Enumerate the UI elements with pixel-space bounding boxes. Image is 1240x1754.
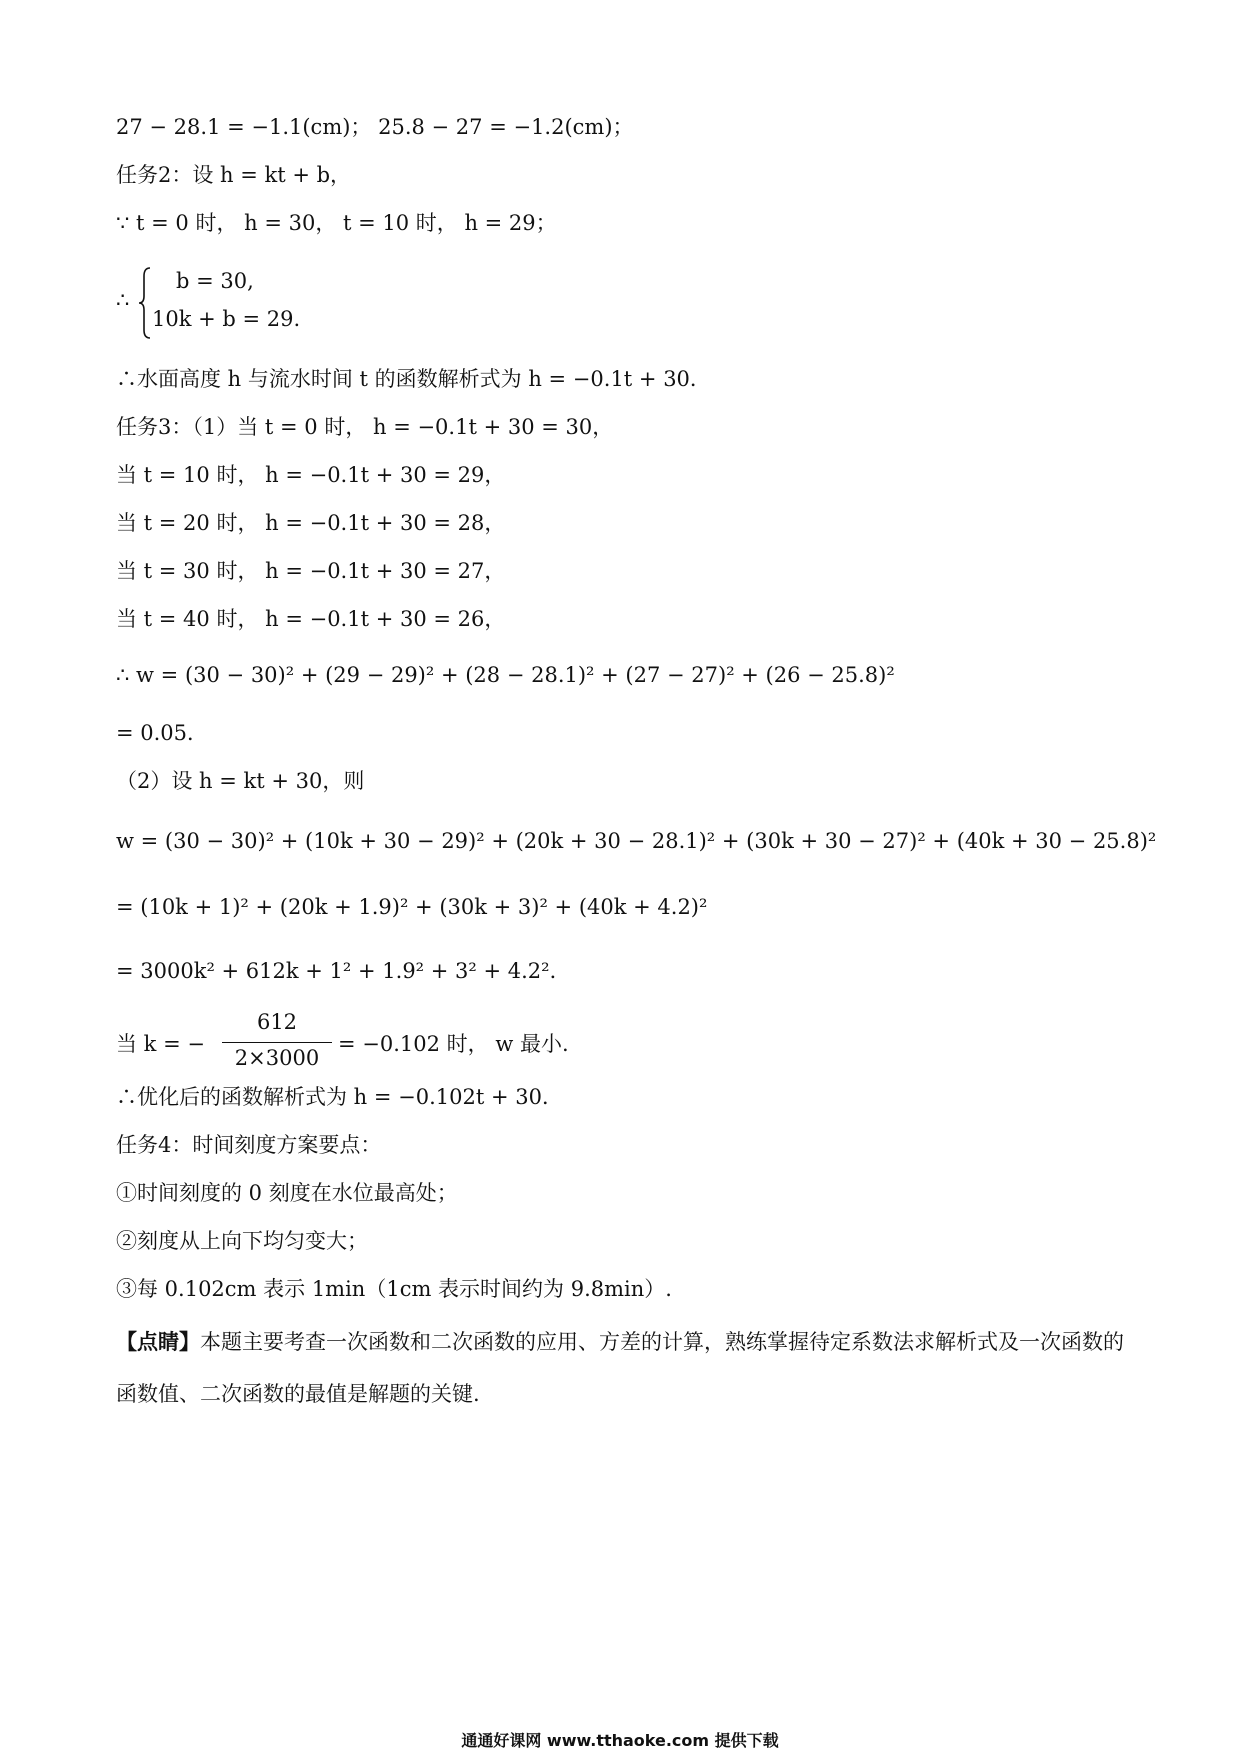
line-given-conditions: ∵ t = 0 时， h = 30， t = 10 时， h = 29； (116, 211, 557, 235)
page-footer: 通通好课网 www.tthaoke.com 提供下载 (461, 1731, 779, 1750)
line-optimized-function: ∴优化后的函数解析式为 h = −0.102t + 30． (116, 1085, 563, 1109)
fraction-prefix: 当 k = − (116, 1032, 205, 1056)
fraction-denominator: 2×3000 (234, 1046, 320, 1070)
line-w-expanded: = 3000k² + 612k + 1² + 1.9² + 3² + 4.2²． (116, 959, 571, 983)
system-row-1: b = 30, (176, 269, 254, 293)
line-task4-title: 任务4：时间刻度方案要点： (116, 1133, 382, 1157)
line-task2-setup: 任务2：设 h = kt + b， (116, 163, 352, 187)
left-brace-icon (138, 266, 152, 340)
line-difference-values: 27 − 28.1 = −1.1(cm)； 25.8 − 27 = −1.2(cm)； (116, 115, 634, 139)
line-w-expression: w = (30 − 30)² + (10k + 30 − 29)² + (20k + 30 − 28.1)² + (30k + 30 − 27)² + (40k + 30 − 25.8)² (116, 829, 1157, 853)
line-task3-t20: 当 t = 20 时， h = −0.1t + 30 = 28， (116, 511, 506, 535)
fraction-k-value (116, 1008, 676, 1078)
line-task4-point3: ③每 0.102cm 表示 1min（1cm 表示时间约为 9.8min）. (116, 1277, 672, 1301)
summary-text: 本题主要考查一次函数和二次函数的应用、方差的计算，熟练掌握待定系数法求解析式及一次函数的函数值、二次函数的最值是解题的关键. (116, 1330, 1124, 1406)
line-task4-point2: ②刻度从上向下均匀变大； (116, 1229, 368, 1253)
summary-paragraph (116, 1316, 1136, 1420)
fraction-numerator: 612 (256, 1010, 298, 1034)
fraction-suffix: = −0.102 时， w 最小. (338, 1032, 569, 1056)
line-part2-setup: （2）设 h = kt + 30，则 (116, 769, 365, 793)
line-task3-t0: 任务3：（1）当 t = 0 时， h = −0.1t + 30 = 30， (116, 415, 614, 439)
line-task4-point1: ①时间刻度的 0 刻度在水位最高处； (116, 1181, 458, 1205)
fraction-bar (222, 1042, 332, 1043)
line-task3-t40: 当 t = 40 时， h = −0.1t + 30 = 26， (116, 607, 506, 631)
line-w-simplified: = (10k + 1)² + (20k + 1.9)² + (30k + 3)² + (40k + 4.2)² (116, 895, 708, 919)
summary-tag: 【点睛】 (116, 1329, 200, 1354)
line-w-result: = 0.05． (116, 721, 209, 745)
therefore-symbol: ∴ (116, 288, 130, 312)
equation-system (116, 262, 416, 342)
system-row-2: 10k + b = 29. (152, 307, 301, 331)
line-task3-t10: 当 t = 10 时， h = −0.1t + 30 = 29， (116, 463, 506, 487)
line-linear-function: ∴水面高度 h 与流水时间 t 的函数解析式为 h = −0.1t + 30． (116, 367, 711, 391)
line-w-sum: ∴ w = (30 − 30)² + (29 − 29)² + (28 − 28.1)² + (27 − 27)² + (26 − 25.8)² (116, 663, 895, 687)
line-task3-t30: 当 t = 30 时， h = −0.1t + 30 = 27， (116, 559, 506, 583)
